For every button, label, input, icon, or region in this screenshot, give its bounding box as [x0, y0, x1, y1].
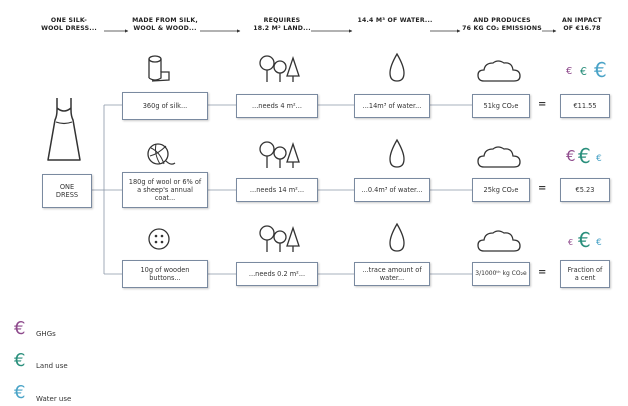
land-box-row-3: ...needs 0.2 m²...: [236, 262, 318, 286]
material-box-wool: 180g of wool or 6% of a sheep's annual coat...: [122, 172, 208, 208]
dress-icon: [44, 96, 84, 164]
water-euro-icon: €: [596, 238, 602, 248]
co2-box-row-1: 51kg CO₂e: [472, 94, 530, 118]
euro-impact-icons-row-1: [566, 58, 616, 84]
legend-water-use: Water use: [36, 395, 72, 403]
water-box-row-2: ...0.4m³ of water...: [354, 178, 430, 202]
impact-box-row-1: €11.55: [560, 94, 610, 118]
water-box-row-3: ...trace amount of water...: [354, 262, 430, 286]
header-impact: AN IMPACT OF €16.78: [562, 17, 602, 32]
equals-sign: =: [538, 267, 547, 278]
equals-sign: =: [538, 99, 547, 110]
trees-icon: [258, 54, 302, 84]
material-box-buttons: 10g of wooden buttons...: [122, 260, 208, 288]
button-icon: [146, 226, 172, 252]
header-materials: MADE FROM SILK, WOOL & WOOD...: [132, 17, 198, 32]
water-drop-icon: [386, 222, 408, 254]
water-euro-icon: €: [596, 154, 602, 164]
land-euro-icon: €: [580, 65, 587, 78]
legend-ghgs: GHGs: [36, 330, 56, 338]
header-emissions: AND PRODUCES 76 KG CO₂ EMISSIONS: [462, 17, 542, 32]
impact-box-row-2: €5.23: [560, 178, 610, 202]
land-euro-icon: €: [578, 228, 591, 252]
material-box-silk: 360g of silk...: [122, 92, 208, 120]
ghg-euro-icon: €: [566, 66, 573, 77]
yarn-ball-icon: [146, 140, 176, 170]
cloud-icon: [476, 144, 522, 170]
water-euro-icon: €: [594, 58, 607, 82]
land-box-row-2: ...needs 14 m²...: [236, 178, 318, 202]
water-drop-icon: [386, 138, 408, 170]
legend-ghg-euro-icon: €: [14, 318, 26, 339]
land-euro-icon: €: [578, 144, 591, 168]
dress-box: ONE DRESS: [42, 174, 92, 208]
euro-impact-icons-row-3: [566, 228, 616, 254]
legend-water-euro-icon: €: [14, 382, 26, 403]
cloud-icon: [476, 228, 522, 254]
header-dress: ONE SILK- WOOL DRESS...: [41, 17, 97, 32]
cloud-icon: [476, 58, 522, 84]
water-drop-icon: [386, 52, 408, 84]
header-water: 14.4 M³ OF WATER...: [357, 17, 433, 24]
legend-land-euro-icon: €: [14, 350, 26, 371]
trees-icon: [258, 224, 302, 254]
euro-impact-icons-row-2: [566, 144, 616, 170]
ghg-euro-icon: €: [566, 147, 576, 165]
silk-roll-icon: [146, 54, 172, 84]
ghg-euro-icon: €: [568, 238, 574, 247]
header-land: REQUIRES 18.2 M² LAND...: [253, 17, 311, 32]
impact-box-row-3: Fraction of a cent: [560, 260, 610, 288]
co2-box-row-3: 3/1000ᵗʰ kg CO₂e: [472, 262, 530, 286]
legend-land-use: Land use: [36, 362, 68, 370]
trees-icon: [258, 140, 302, 170]
equals-sign: =: [538, 183, 547, 194]
land-box-row-1: ...needs 4 m²...: [236, 94, 318, 118]
co2-box-row-2: 25kg CO₂e: [472, 178, 530, 202]
water-box-row-1: ...14m³ of water...: [354, 94, 430, 118]
